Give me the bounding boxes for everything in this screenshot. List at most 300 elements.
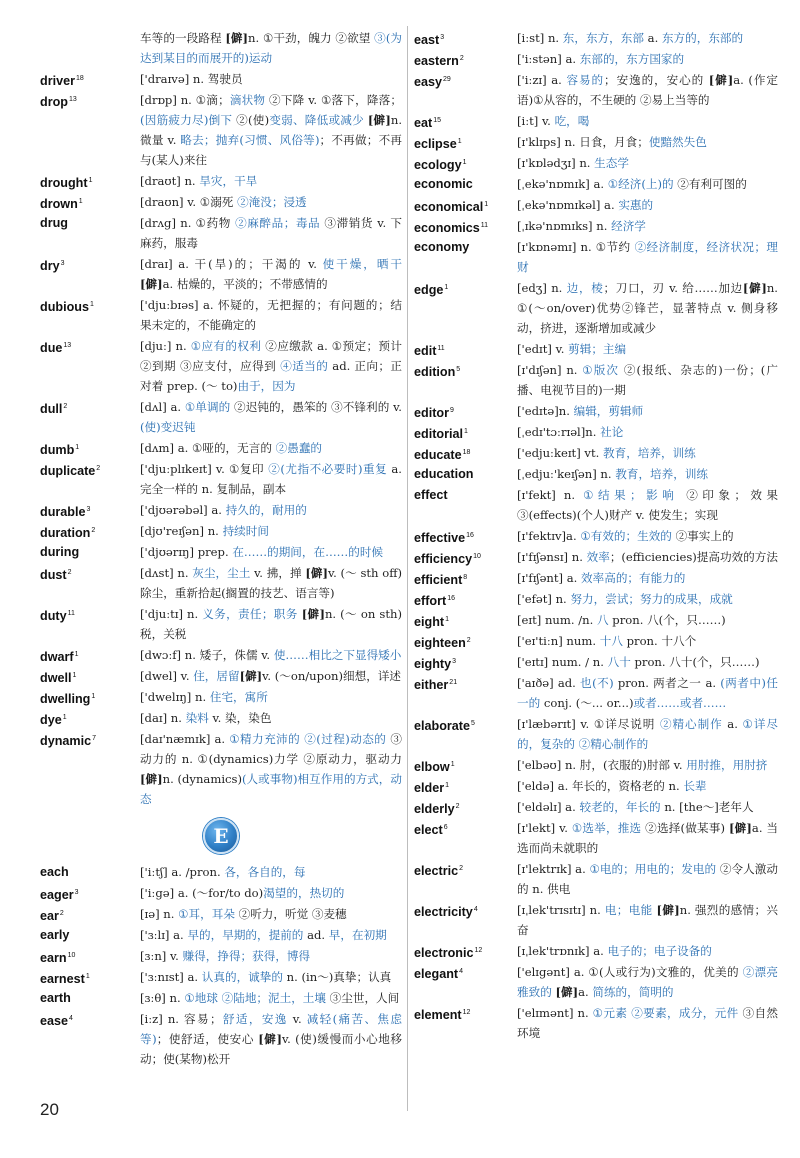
highlighted-meaning: 赚得，挣得；获得，博得 [182, 949, 311, 963]
definition-text: [dwɔːf] n. 矮子，侏儒 v. [140, 648, 274, 662]
definition [517, 49, 778, 69]
highlighted-meaning: 实惠的 [618, 198, 654, 212]
highlighted-meaning: ②麻醉品；毒品 [235, 216, 321, 230]
page-number: 20 [40, 1100, 59, 1119]
dictionary-entry [40, 946, 402, 966]
headword-text: dwelling [40, 692, 91, 707]
highlighted-meaning: 舒适，安逸 [221, 1012, 288, 1026]
definition [140, 904, 402, 924]
definition [140, 69, 402, 89]
highlighted-meaning: 持续时间 [222, 524, 269, 538]
headword-text: editorial [414, 427, 463, 442]
definition-text: [dʌl] a. [140, 400, 185, 414]
headword [414, 216, 488, 238]
entry-list-d [40, 28, 402, 809]
dictionary-entry [40, 666, 402, 686]
definition [140, 213, 402, 253]
highlighted-meaning: (两者中)任一的 [517, 676, 778, 710]
headword [414, 589, 455, 611]
highlighted-meaning: (因筋疲力尽)倒下 [140, 113, 233, 127]
definition [517, 464, 778, 484]
frequency-count: 1 [445, 616, 449, 623]
definition-text: [iːt] v. [517, 114, 555, 128]
definition [517, 900, 778, 940]
definition [140, 192, 402, 212]
headword [414, 360, 460, 382]
headword [414, 652, 456, 674]
headword-text: efficiency [414, 552, 473, 567]
frequency-count: 1 [89, 301, 94, 308]
headword [40, 295, 94, 317]
definition [517, 174, 778, 194]
headword-text: dynamic [40, 734, 92, 749]
highlighted-meaning: 持久的，耐用的 [225, 503, 307, 517]
highlighted-meaning: ③(为达到某目的而展开的)运动 [140, 31, 402, 65]
rare-usage-tag: [僻] [140, 772, 163, 786]
definition [140, 1009, 402, 1069]
dictionary-entry [40, 295, 402, 335]
highlighted-meaning: 社论 [600, 425, 624, 439]
headword [414, 714, 475, 736]
frequency-count: 4 [69, 1015, 73, 1022]
headword-text: eager [40, 888, 74, 903]
dictionary-entry [414, 673, 778, 713]
headword-text: effort [414, 594, 447, 609]
headword-text: elegant [414, 967, 459, 982]
dictionary-entry [414, 195, 778, 215]
definition-text: ['elɪmənt] n. [517, 1006, 593, 1020]
definition [140, 729, 402, 809]
dictionary-entry [414, 464, 778, 484]
definition [517, 589, 778, 609]
headword [414, 49, 464, 71]
frequency-count: 2 [67, 569, 72, 576]
rare-usage-tag: [僻] [708, 73, 734, 87]
headword-text: either [414, 678, 449, 693]
definition-text: ad. [303, 928, 329, 942]
highlighted-meaning: 使黯然失色 [648, 135, 707, 149]
definition-text: n. ①(～on/over)优势②锋芒，显著特点 v. 侧身移动，挤进，逐渐增加或减少 [517, 281, 778, 335]
headword [414, 28, 444, 50]
headword [40, 438, 79, 460]
dictionary-entry [40, 904, 402, 924]
definition [140, 687, 402, 707]
headword [414, 776, 449, 798]
dictionary-entry [414, 755, 778, 775]
headword [414, 941, 482, 963]
highlighted-meaning: 十八 [599, 634, 623, 648]
highlighted-meaning: ②(尤指不必要时)重复 [268, 462, 388, 476]
definition-text: conj. (～... or...) [540, 696, 634, 710]
definition-text: ②选择(做某事) [641, 821, 729, 835]
definition-text: a. [578, 985, 593, 999]
definition-text: [djuː] n. [140, 339, 191, 353]
definition-text: [ɪˌlek'trɪsɪtɪ] n. [517, 903, 605, 917]
section-header [40, 810, 402, 862]
definition-text: ['iːzɪ] a. [517, 73, 567, 87]
highlighted-meaning: 住，居留 [193, 669, 240, 683]
headword [40, 946, 75, 968]
frequency-count: 8 [463, 574, 468, 581]
frequency-count: 10 [67, 952, 76, 959]
definition [517, 132, 778, 152]
highlighted-meaning: 在……的期间，在……的时候 [232, 545, 384, 559]
definition-text: ['edɪt] v. [517, 342, 569, 356]
dictionary-entry [40, 729, 402, 809]
definition [517, 526, 778, 546]
dictionary-entry [414, 776, 778, 796]
section-letter-badge: E [203, 818, 239, 854]
highlighted-meaning: ④适当的 [280, 359, 329, 373]
frequency-count: 1 [88, 177, 93, 184]
definition-text: ③滞销货 v. 下麻药，服毒 [140, 216, 402, 250]
definition-text: [ɪ'kɒlədʒɪ] n. [517, 156, 595, 170]
frequency-count: 18 [462, 449, 471, 456]
definition-text: ['aɪðə] ad. [517, 676, 581, 690]
headword [40, 459, 100, 481]
definition-text: ['eɪ'tiːn] num. [517, 634, 600, 648]
definition-text: a. 当选而尚未就职的 [517, 821, 778, 855]
definition-text: [ˌekə'nɒmɪk] a. [517, 177, 608, 191]
highlighted-meaning: ①地球 ②陆地；泥土，土壤 [184, 991, 326, 1005]
frequency-count: 18 [76, 75, 84, 82]
headword-text: elderly [414, 802, 455, 817]
definition-text: [ɪ'fektɪv]a. [517, 529, 581, 543]
dictionary-entry [40, 708, 402, 728]
dictionary-entry [414, 714, 778, 754]
highlighted-meaning: 生态学 [594, 156, 629, 170]
definition-text: [ɪ'fɪʃənsɪ] n. [517, 550, 587, 564]
definition-text: [edʒ] n. [517, 281, 567, 295]
dictionary-entry [40, 862, 402, 882]
dictionary-entry [414, 610, 778, 630]
definition [140, 883, 402, 903]
dictionary-entry [414, 900, 778, 940]
definition-text: [ɪ'fekt] n. [517, 488, 584, 502]
definition-text: v. [287, 1012, 307, 1026]
definition-text: ③动力的 n. ①(dynamics)力学 ②原动力，驱动力 [140, 732, 402, 766]
dictionary-entry [414, 237, 778, 277]
headword-text: economics [414, 221, 480, 236]
definition-text: [draɪ] a. 干(旱)的；干渴的 v. [140, 257, 323, 271]
definition-text: ②听力，听觉 ③麦穗 [234, 907, 347, 921]
highlighted-meaning: 由于，因为 [237, 379, 296, 393]
definition-text: n. 微量 v. [140, 113, 403, 147]
definition [140, 708, 402, 728]
rare-usage-tag: [僻] [555, 985, 579, 999]
highlighted-meaning: 八 [597, 613, 609, 627]
highlighted-meaning: 效率高的；有能力的 [581, 571, 686, 585]
definition-text: 车等的一段路程 [140, 31, 226, 45]
dictionary-entry [414, 174, 778, 194]
definition [517, 422, 778, 442]
headword [40, 542, 79, 562]
definition-text: n. (dynamics) [162, 772, 243, 786]
headword-text: earth [40, 991, 71, 1005]
highlighted-meaning: 渴望的，热切的 [263, 886, 345, 900]
definition [140, 90, 402, 170]
definition-text: ['efət] n. [517, 592, 571, 606]
dictionary-entry [414, 797, 778, 817]
highlighted-meaning: ①详尽的，复杂的 ②精心制作的 [517, 717, 778, 751]
dictionary-entry [40, 988, 402, 1008]
definition-text: n. (in～)真挚；认真 [282, 970, 392, 984]
headword [414, 755, 455, 777]
headword [40, 925, 69, 945]
definition-text: ['ɜːnɪst] a. [140, 970, 202, 984]
highlighted-meaning: 边，棱 [566, 281, 604, 295]
highlighted-meaning: 用肘推，用肘挤 [686, 758, 768, 772]
headword-text: eighteen [414, 636, 466, 651]
headword [414, 631, 471, 653]
headword [40, 666, 76, 688]
frequency-count: 2 [91, 527, 96, 534]
entry-list-e [40, 862, 402, 1069]
frequency-count: 1 [444, 284, 449, 291]
dictionary-entry [414, 401, 778, 421]
definition-text: ②事实上的 [671, 529, 734, 543]
definition [517, 631, 778, 651]
headword-text: edge [414, 283, 444, 298]
definition-text: ['iːtʃ] a. /pron. [140, 865, 225, 879]
dictionary-entry [414, 278, 778, 338]
definition-text: [ɪ'fɪʃənt] a. [517, 571, 582, 585]
definition-text: ['djuːbɪəs] a. 怀疑的，无把握的；有问题的；结果未定的，不能确定的 [140, 298, 402, 332]
frequency-count: 16 [466, 532, 474, 539]
dictionary-entry [414, 1003, 778, 1043]
headword [414, 818, 448, 840]
frequency-count: 1 [462, 159, 467, 166]
definition [517, 70, 778, 110]
definition [517, 941, 778, 961]
headword [40, 521, 95, 543]
definition-text: ['elbəʊ] n. 肘，(衣服的)肘部 v. [517, 758, 687, 772]
frequency-count: 12 [462, 1009, 471, 1016]
definition [140, 542, 402, 562]
frequency-count: 12 [474, 947, 483, 954]
definition-text: ；不再做；不再与(某人)来往 [140, 133, 402, 167]
definition [517, 818, 778, 858]
headword-text: duration [40, 526, 91, 541]
dictionary-entry [414, 818, 778, 858]
definition [517, 339, 778, 359]
definition-text: pron. 十八个 [622, 634, 697, 648]
dictionary-entry [414, 28, 778, 48]
dictionary-entry [414, 443, 778, 463]
highlighted-meaning: 义务，责任；职务 [202, 607, 298, 621]
frequency-count: 4 [459, 968, 463, 975]
definition [140, 459, 402, 499]
headword [40, 988, 71, 1008]
headword [414, 443, 470, 465]
definition [140, 666, 402, 686]
entry-list-e-continued [414, 28, 778, 1043]
headword [414, 339, 445, 361]
dictionary-entry [414, 339, 778, 359]
right-column [414, 28, 778, 1044]
headword [414, 237, 469, 257]
highlighted-meaning: ①应有的权利 [190, 339, 262, 353]
headword [414, 422, 468, 444]
frequency-count: 2 [59, 910, 64, 917]
definition-text: ['eɪtɪ] num. / n. [517, 655, 608, 669]
highlighted-meaning: 减轻(痛苦、焦虑等) [140, 1012, 402, 1046]
dictionary-entry [40, 397, 402, 437]
frequency-count: 2 [459, 865, 464, 872]
definition [517, 776, 778, 796]
highlighted-meaning: 滴状物 [229, 93, 266, 107]
headword-text: drown [40, 197, 78, 212]
headword-text: electric [414, 864, 459, 879]
definition [140, 438, 402, 458]
headword-text: editor [414, 406, 449, 421]
frequency-count: 1 [457, 138, 462, 145]
definition-text: ②有利可图的 [673, 177, 747, 191]
frequency-count: 2 [466, 637, 471, 644]
definition-text: ['edɪtə]n. [517, 404, 574, 418]
dictionary-entry [40, 645, 402, 665]
dictionary-entry [40, 69, 402, 89]
rare-usage-tag: [僻] [656, 903, 680, 917]
highlighted-meaning: 吃，喝 [554, 114, 590, 128]
headword [40, 862, 69, 882]
definition [517, 714, 778, 754]
rare-usage-tag: [僻] [301, 607, 325, 621]
headword-text: ease [40, 1014, 69, 1029]
definition-text: a. [722, 717, 743, 731]
definition-text: ['ɜːlɪ] a. [140, 928, 188, 942]
headword-text: elaborate [414, 719, 470, 734]
definition-text: [eɪt] num. /n. [517, 613, 598, 627]
definition-text: [drʌg] n. ①药物 [140, 216, 236, 230]
definition-text: pron. 八(个，只……) [608, 613, 726, 627]
definition-text: ②(使) [232, 113, 270, 127]
dictionary-entry [414, 547, 778, 567]
frequency-count: 1 [91, 693, 96, 700]
frequency-count: 21 [449, 679, 458, 686]
highlighted-meaning: 也(不) [580, 676, 614, 690]
highlighted-meaning: 东部的，东方国家的 [579, 52, 685, 66]
definition-text: ['dwelɪŋ] n. [140, 690, 210, 704]
definition-text: [ˌedɪ'tɔːrɪəl]n. [517, 425, 601, 439]
headword-text: eclipse [414, 137, 457, 152]
highlighted-meaning: (使)变迟钝 [140, 420, 196, 434]
highlighted-meaning: 努力，尝试；努力的成果，成就 [570, 592, 733, 606]
definition-text: ③自然环境 [517, 1006, 778, 1040]
highlighted-meaning: 变弱、降低或减少 [269, 113, 364, 127]
definition-text: ②迟钝的，愚笨的 ③不锋利的 v. [230, 400, 402, 414]
dictionary-entry [414, 49, 778, 69]
definition-text: ；使舒适，使安心 [156, 1032, 259, 1046]
headword [40, 171, 92, 193]
headword [40, 192, 83, 214]
frequency-count: 2 [459, 55, 464, 62]
headword-text: dye [40, 713, 62, 728]
frequency-count: 3 [452, 658, 456, 665]
definition [517, 153, 778, 173]
headword-text: during [40, 545, 80, 559]
definition-text: ②应缴款 a. ①预定；预计 ②到期 ③应支付，应得到 [140, 339, 402, 373]
definition-text: [ɪ'kɒnəmɪ] n. ①节约 [517, 240, 635, 254]
definition [517, 610, 778, 630]
definition-text: ['eldə] a. 年长的，资格老的 n. [517, 779, 684, 793]
headword [414, 70, 451, 92]
frequency-count: 5 [456, 366, 461, 373]
headword [414, 132, 462, 154]
headword [414, 610, 449, 632]
definition-text: a. [643, 31, 662, 45]
headword [40, 967, 90, 989]
definition-text: [dwel] v. [140, 669, 194, 683]
highlighted-meaning: 编辑，剪辑师 [573, 404, 644, 418]
dictionary-entry [414, 111, 778, 131]
dictionary-entry [414, 70, 778, 110]
dictionary-entry [40, 542, 402, 562]
dictionary-entry [414, 962, 778, 1002]
headword [414, 111, 441, 133]
frequency-count: 1 [62, 714, 67, 721]
dictionary-entry [40, 500, 402, 520]
frequency-count: 7 [92, 735, 97, 742]
definition-text: [draʊn] v. ①溺死 [140, 195, 238, 209]
highlighted-meaning: 略去；抛弃(习惯、风俗等) [180, 133, 320, 147]
definition [517, 237, 778, 277]
dictionary-entry [40, 438, 402, 458]
dictionary-entry [414, 941, 778, 961]
headword-text: drug [40, 216, 68, 230]
frequency-count: 1 [464, 428, 468, 435]
frequency-count: 2 [455, 803, 460, 810]
highlighted-meaning: ①元素 ②要素，成分，元件 [592, 1006, 739, 1020]
headword [40, 645, 79, 667]
definition-text: ③尘世，人间 [325, 991, 400, 1005]
definition [140, 254, 402, 294]
dictionary-entry [414, 526, 778, 546]
dictionary-entry [414, 485, 778, 525]
definition [140, 862, 402, 882]
highlighted-meaning: 电；电能 [604, 903, 653, 917]
definition-text: v. (～ sth off)除尘，重新拾起(搁置的技艺、语言等) [140, 566, 402, 600]
highlighted-meaning: 教育，培养，训练 [615, 467, 709, 481]
frequency-count: 3 [74, 889, 79, 896]
definition [517, 111, 778, 131]
dictionary-entry [40, 883, 402, 903]
definition-text: ②印象；效果 ③(effects)(个人)财产 v. 使发生；实现 [517, 488, 778, 522]
dictionary-entry [40, 90, 402, 170]
left-column [40, 28, 402, 1070]
headword [40, 708, 67, 730]
headword-text: effective [414, 531, 466, 546]
frequency-count: 1 [74, 651, 79, 658]
frequency-count: 1 [72, 672, 77, 679]
headword [414, 962, 463, 984]
definition-text: ['djʊərɪŋ] prep. [140, 545, 233, 559]
definition-text: [iːz] n. 容易； [140, 1012, 222, 1026]
definition-text: [draʊt] n. [140, 174, 200, 188]
definition-text: [iːst] n. [517, 31, 563, 45]
dictionary-entry [414, 422, 778, 442]
definition-text: a. 完全一样的 n. 复制品，副本 [140, 462, 402, 496]
definition [140, 336, 402, 396]
headword [40, 687, 95, 709]
frequency-count: 3 [86, 506, 91, 513]
definition [140, 988, 402, 1008]
definition-text: [ˌɪkə'nɒmɪks] n. [517, 219, 612, 233]
dictionary-entry [40, 1009, 402, 1069]
headword-text: duplicate [40, 464, 96, 479]
highlighted-meaning: 经济学 [611, 219, 646, 233]
definition-text: [ɪə] n. [140, 907, 179, 921]
